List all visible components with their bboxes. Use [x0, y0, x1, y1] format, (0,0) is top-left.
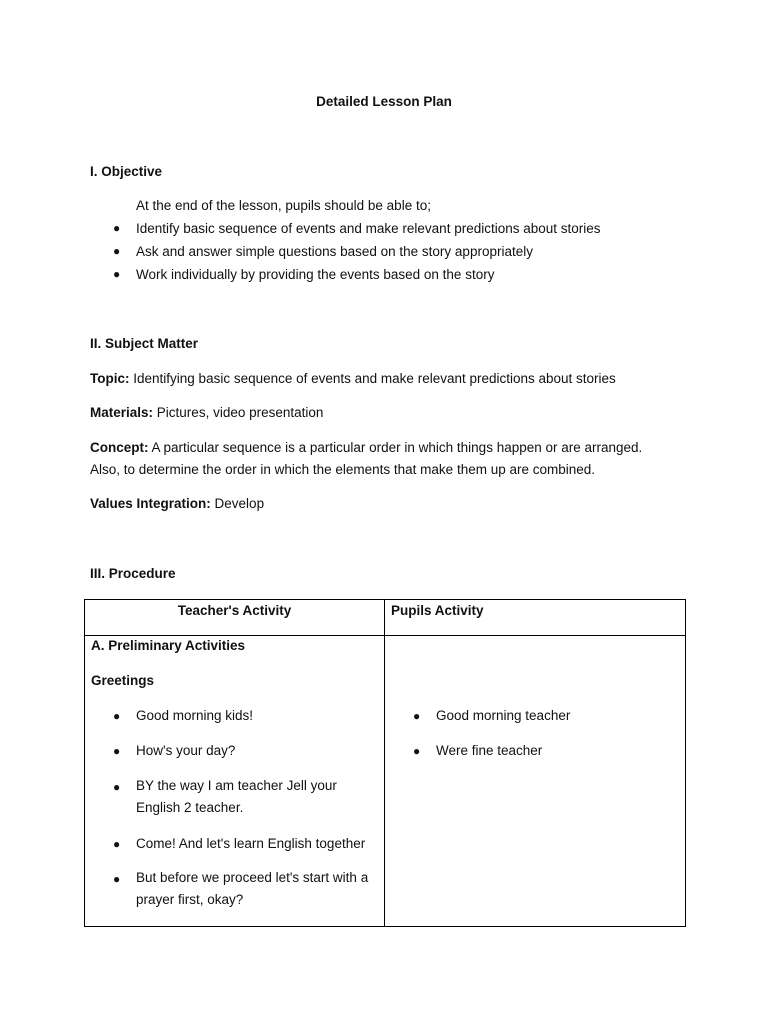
materials-value: Pictures, video presentation: [156, 405, 324, 420]
pupil-item: Were fine teacher: [436, 743, 543, 758]
objective-item: Ask and answer simple questions based on the story appropriately: [136, 244, 533, 259]
objective-item: Identify basic sequence of events and make relevant predictions about stories: [136, 221, 601, 236]
bullet-icon: ●: [113, 221, 121, 235]
pupil-item: Good morning teacher: [436, 708, 571, 723]
bullet-icon: ●: [113, 744, 121, 758]
concept-line-2: Also, to determine the order in which the elements that make them up are combined.: [90, 462, 596, 477]
objective-item: Work individually by providing the events based on the story: [136, 267, 495, 282]
teacher-item: How's your day?: [136, 743, 236, 758]
subject-matter-heading: II. Subject Matter: [90, 336, 199, 351]
bullet-icon: ●: [113, 837, 121, 851]
objective-intro: At the end of the lesson, pupils should be able to;: [136, 198, 431, 213]
procedure-heading: III. Procedure: [90, 566, 176, 581]
concept-line: [90, 440, 642, 455]
pupils-column-header: [385, 600, 686, 636]
concept-value: A particular sequence is a particular order in which things happen or are arranged.: [151, 440, 643, 455]
topic-label: Topic:: [90, 371, 130, 386]
values-label: Values Integration:: [90, 496, 211, 511]
values-value: Develop: [214, 496, 265, 511]
values-line: [90, 496, 264, 511]
bullet-icon: ●: [113, 267, 121, 281]
teacher-item: BY the way I am teacher Jell your English 2 teacher.: [136, 778, 337, 815]
teacher-item: But before we proceed let's start with a prayer first, okay?: [136, 870, 369, 907]
pupils-column-label: Pupils Activity: [391, 603, 484, 618]
bullet-icon: ●: [113, 780, 121, 794]
materials-label: Materials:: [90, 405, 154, 420]
teacher-activity-cell: [85, 636, 385, 927]
bullet-icon: ●: [413, 709, 421, 723]
bullet-icon: ●: [413, 744, 421, 758]
pupils-activity-cell: [385, 636, 686, 927]
bullet-icon: ●: [113, 709, 121, 723]
subsection-label: Greetings: [91, 673, 155, 688]
teacher-item: Come! And let's learn English together: [136, 836, 366, 851]
teacher-item: Good morning kids!: [136, 708, 254, 723]
topic-line: [90, 371, 616, 386]
procedure-table: [84, 599, 686, 927]
section-label: A. Preliminary Activities: [91, 638, 246, 653]
teacher-column-label: Teacher's Activity: [177, 603, 292, 618]
concept-label: Concept:: [90, 440, 149, 455]
bullet-icon: ●: [113, 244, 121, 258]
materials-line: [90, 405, 323, 420]
bullet-icon: ●: [113, 872, 121, 886]
objective-heading: I. Objective: [90, 164, 163, 179]
teacher-column-header: [85, 600, 385, 636]
page-title: Detailed Lesson Plan: [316, 94, 452, 109]
topic-value: Identifying basic sequence of events and make relevant predictions about stories: [133, 371, 616, 386]
